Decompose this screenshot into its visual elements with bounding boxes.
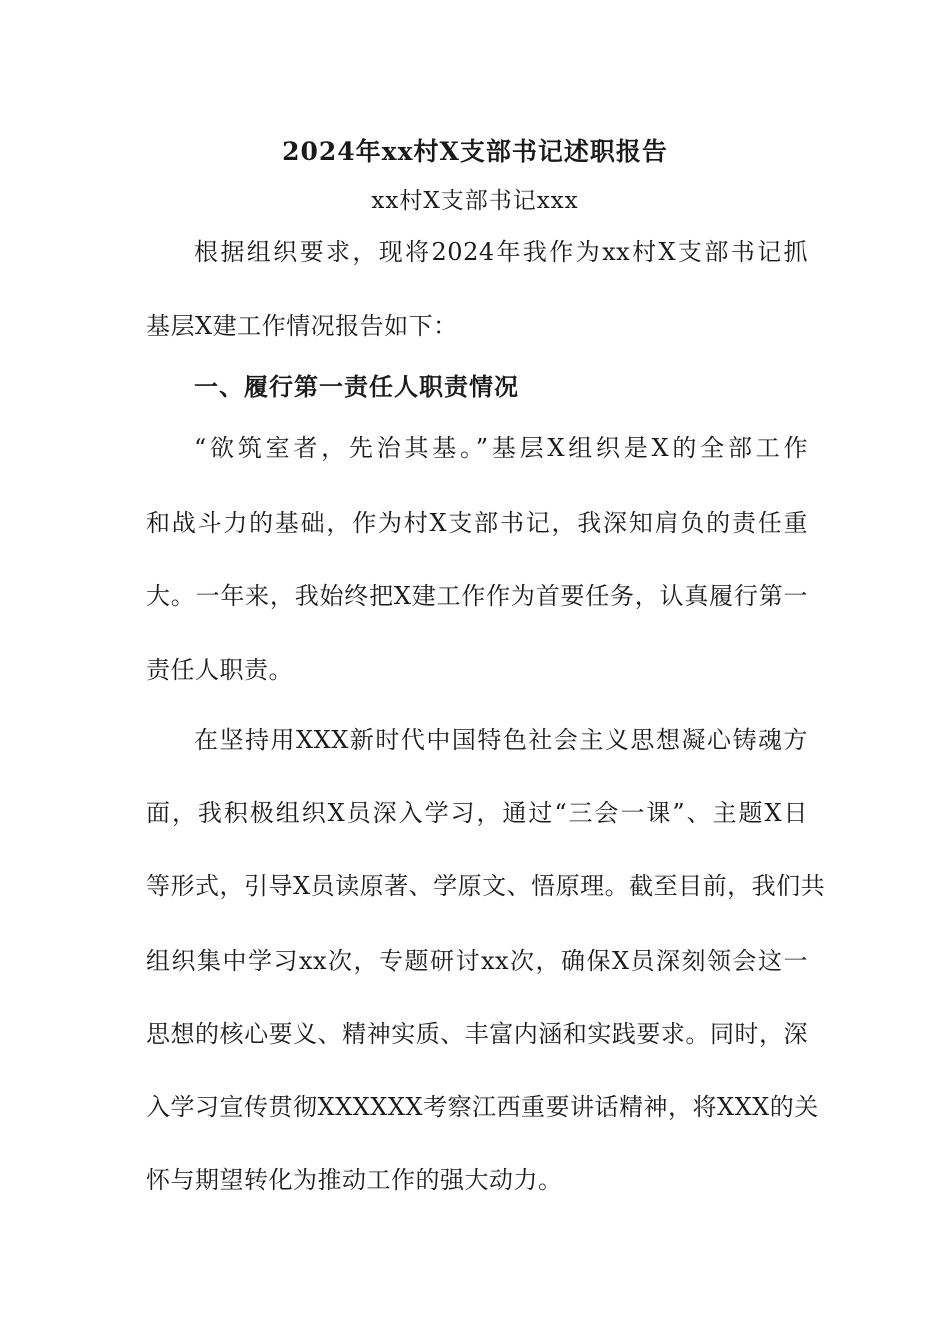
paragraph-1-line-2: 和战斗力的基础，作为村X支部书记，我深知肩负的责任重 <box>146 509 808 537</box>
paragraph-2-line-4: 组织集中学习xx次，专题研讨xx次，确保X员深刻领会这一 <box>146 947 808 975</box>
paragraph-2-line-3: 等形式，引导X员读原著、学原文、悟原理。截至目前，我们共 <box>146 872 826 900</box>
intro-line-2: 基层X建工作情况报告如下： <box>146 312 458 340</box>
paragraph-2-line-6: 入学习宣传贯彻XXXXXX考察江西重要讲话精神，将XXX的关 <box>146 1093 819 1121</box>
paragraph-1-line-3: 大。一年来，我始终把X建工作作为首要任务，认真履行第一 <box>146 582 808 610</box>
paragraph-2-line-5: 思想的核心要义、精神实质、丰富内涵和实践要求。同时，深 <box>146 1020 808 1048</box>
intro-line-1: 根据组织要求，现将2024年我作为xx村X支部书记抓 <box>194 238 808 266</box>
section-heading: 一、履行第一责任人职责情况 <box>194 372 519 401</box>
paragraph-1-line-1: “欲筑室者，先治其基。”基层X组织是X的全部工作 <box>194 434 808 462</box>
paragraph-2-line-1: 在坚持用XXX新时代中国特色社会主义思想凝心铸魂方 <box>194 726 808 754</box>
document-subtitle: xx村X支部书记xxx <box>371 188 579 214</box>
paragraph-2-line-2: 面，我积极组织X员深入学习，通过“三会一课”、主题X日 <box>146 799 808 827</box>
paragraph-1-line-4: 责任人职责。 <box>146 656 293 684</box>
document-title: 2024年xx村X支部书记述职报告 <box>282 137 668 166</box>
paragraph-2-line-7: 怀与期望转化为推动工作的强大动力。 <box>146 1166 563 1194</box>
